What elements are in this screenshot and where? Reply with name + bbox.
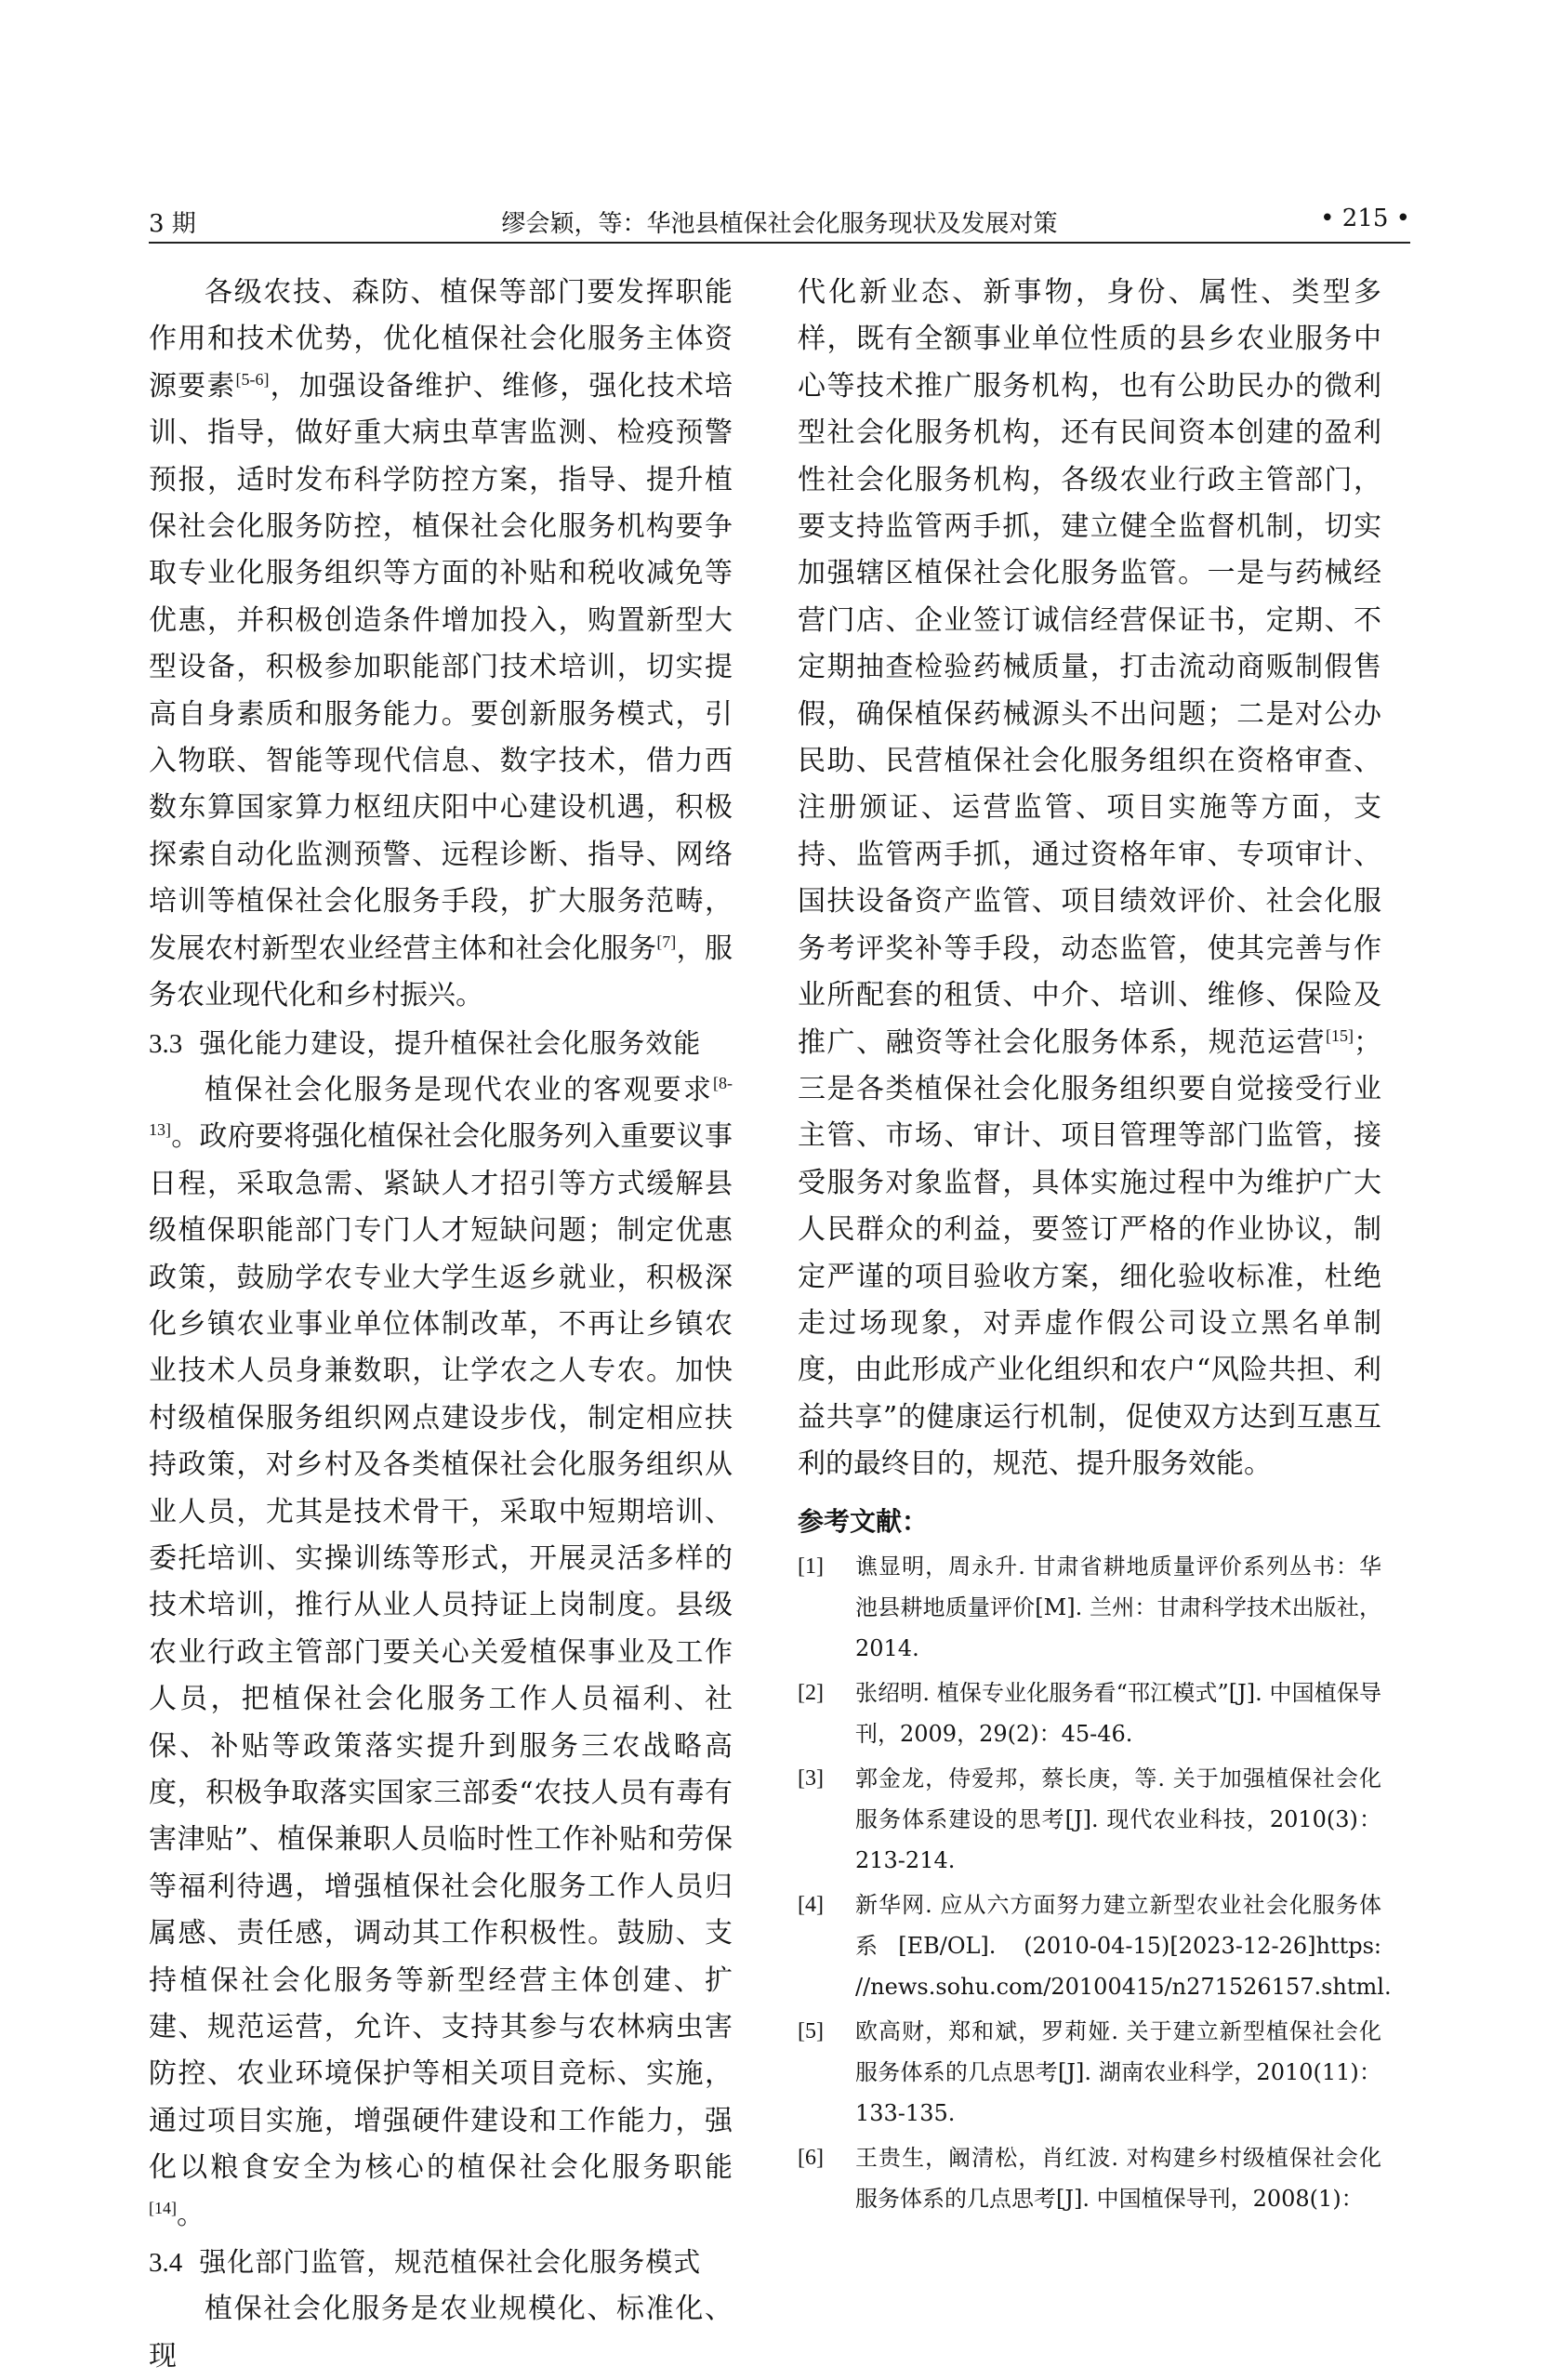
issue-number: 3 期 [149, 210, 196, 238]
section-heading-3-4: 3.4 强化部门监管，规范植保社会化服务模式 [149, 2246, 702, 2279]
citation: [5-6] [235, 369, 270, 389]
left-column [149, 270, 733, 2380]
reference-list [798, 1546, 1392, 2219]
reference-item: [1] 谯显明，周永升. 甘肃省耕地质量评价系列丛书：华池县耕地质量评价[M]. 兰州：甘肃科学技术出版社，2014. [798, 1553, 1381, 1661]
reference-item: [3] 郭金龙，侍爱邦，蔡长庚，等. 关于加强植保社会化服务体系建设的思考[J]. 现代农业科技，2010(3)：213-214. [798, 1765, 1381, 1873]
reference-item: [2] 张绍明. 植保专业化服务看“邗江模式”[J]. 中国植保导刊，2009，29(2)：45-46. [798, 1679, 1381, 1747]
running-header [149, 199, 1410, 244]
reference-item: [6] 王贵生，阚清松，肖红波. 对构建乡村级植保社会化服务体系的几点思考[J]. 中国植保导刊，2008(1)： [798, 2144, 1381, 2212]
references-title: 参考文献： [798, 1505, 929, 1537]
citation: [15] [1326, 1025, 1354, 1045]
right-column [798, 270, 1392, 2223]
paragraph-resource-optimization: 各级农技、森防、植保等部门要发挥职能作用和技术优势，优化植保社会化服务主体资源要素[5-6]，加强设备维护、维修，强化技术培训、指导，做好重大病虫草害监测、检疫预警预报，适时发布科学防控方案，指导、提升植保社会化服务防控，植保社会化服务机构要争取专业化服务组织等方面的补贴和税收减免等优惠，并积极创造条件增加投入，购置新型大型设备，积极参加职能部门技术培训，切实提高自身素质和服务能力。要创新服务模式，引入物联、智能等现代信息、数字技术，借力西数东算国家算力枢纽庆阳中心建设机遇，积极探索自动化监测预警、远程诊断、指导、网络培训等植保社会化服务手段，扩大服务范畴，发展农村新型农业经营主体和社会化服务[7]，服务农业现代化和乡村振兴。 [149, 276, 733, 1012]
paragraph-capacity-building: 植保社会化服务是现代农业的客观要求[8-13]。政府要将强化植保社会化服务列入重要议事日程，采取急需、紧缺人才招引等方式缓解县级植保职能部门专门人才短缺问题；制定优惠政策，鼓励学农专业大学生返乡就业，积极深化乡镇农业事业单位体制改革，不再让乡镇农业技术人员身兼数职，让学农之人专农。加快村级植保服务组织网点建设步伐，制定相应扶持政策，对乡村及各类植保社会化服务组织从业人员，尤其是技术骨干，采取中短期培训、委托培训、实操训练等形式，开展灵活多样的技术培训，推行从业人员持证上岗制度。县级农业行政主管部门要关心关爱植保事业及工作人员，把植保社会化服务工作人员福利、社保、补贴等政策落实提升到服务三农战略高度，积极争取落实国家三部委“农技人员有毒有害津贴”、植保兼职人员临时性工作补贴和劳保等福利待遇，增强植保社会化服务工作人员归属感、责任感，调动其工作积极性。鼓励、支持植保社会化服务等新型经营主体创建、扩建、规范运营，允许、支持其参与农林病虫害防控、农业环境保护等相关项目竞标、实施，通过项目实施，增强硬件建设和工作能力，强化以粮食安全为核心的植保社会化服务职能[14]。 [149, 1073, 733, 2231]
page-number: • 215 • [1320, 205, 1410, 232]
citation: [7] [656, 932, 677, 951]
section-heading-3-3: 3.3 强化能力建设，提升植保社会化服务效能 [149, 1026, 702, 1059]
paragraph-supervision-continued: 代化新业态、新事物，身份、属性、类型多样，既有全额事业单位性质的县乡农业服务中心等技术推广服务机构，也有公助民办的微利型社会化服务机构，还有民间资本创建的盈利性社会化服务机构，各级农业行政主管部门，要支持监管两手抓，建立健全监督机制，切实加强辖区植保社会化服务监管。一是与药械经营门店、企业签订诚信经营保证书，定期、不定期抽查检验药械质量，打击流动商贩制假售假，确保植保药械源头不出问题；二是对公办民助、民营植保社会化服务组织在资格审查、注册颁证、运营监管、项目实施等方面，支持、监管两手抓，通过资格年审、专项审计、国扶设备资产监管、项目绩效评价、社会化服务考评奖补等手段，动态监管，使其完善与作业所配套的租赁、中介、培训、维修、保险及推广、融资等社会化服务体系，规范运营[15]；三是各类植保社会化服务组织要自觉接受行业主管、市场、审计、项目管理等部门监管，接受服务对象监督，具体实施过程中为维护广大人民群众的利益，要签订严格的作业协议，制定严谨的项目验收方案，细化验收标准，杜绝走过场现象，对弄虚作假公司设立黑名单制度，由此形成产业化组织和农户“风险共担、利益共享”的健康运行机制，促使双方达到互惠互利的最终目的，规范、提升服务效能。 [798, 276, 1381, 1481]
paragraph-supervision-start: 植保社会化服务是农业规模化、标准化、现 [149, 2293, 733, 2373]
reference-item: [5] 欧高财，郑和斌，罗莉娅. 关于建立新型植保社会化服务体系的几点思考[J]. 湖南农业科学，2010(11)：133-135. [798, 2017, 1381, 2126]
reference-item: [4] 新华网. 应从六方面努力建立新型农业社会化服务体系[EB/OL]. (2010-04-15)[2023-12-26]https: //news.sohu.com/20100415/n271526157.shtml. [798, 1891, 1392, 2000]
citation: [14] [149, 2198, 177, 2217]
citation: [8-13] [149, 1073, 733, 1140]
running-title: 缪会颖，等：华池县植保社会化服务现状及发展对策 [501, 210, 1058, 238]
